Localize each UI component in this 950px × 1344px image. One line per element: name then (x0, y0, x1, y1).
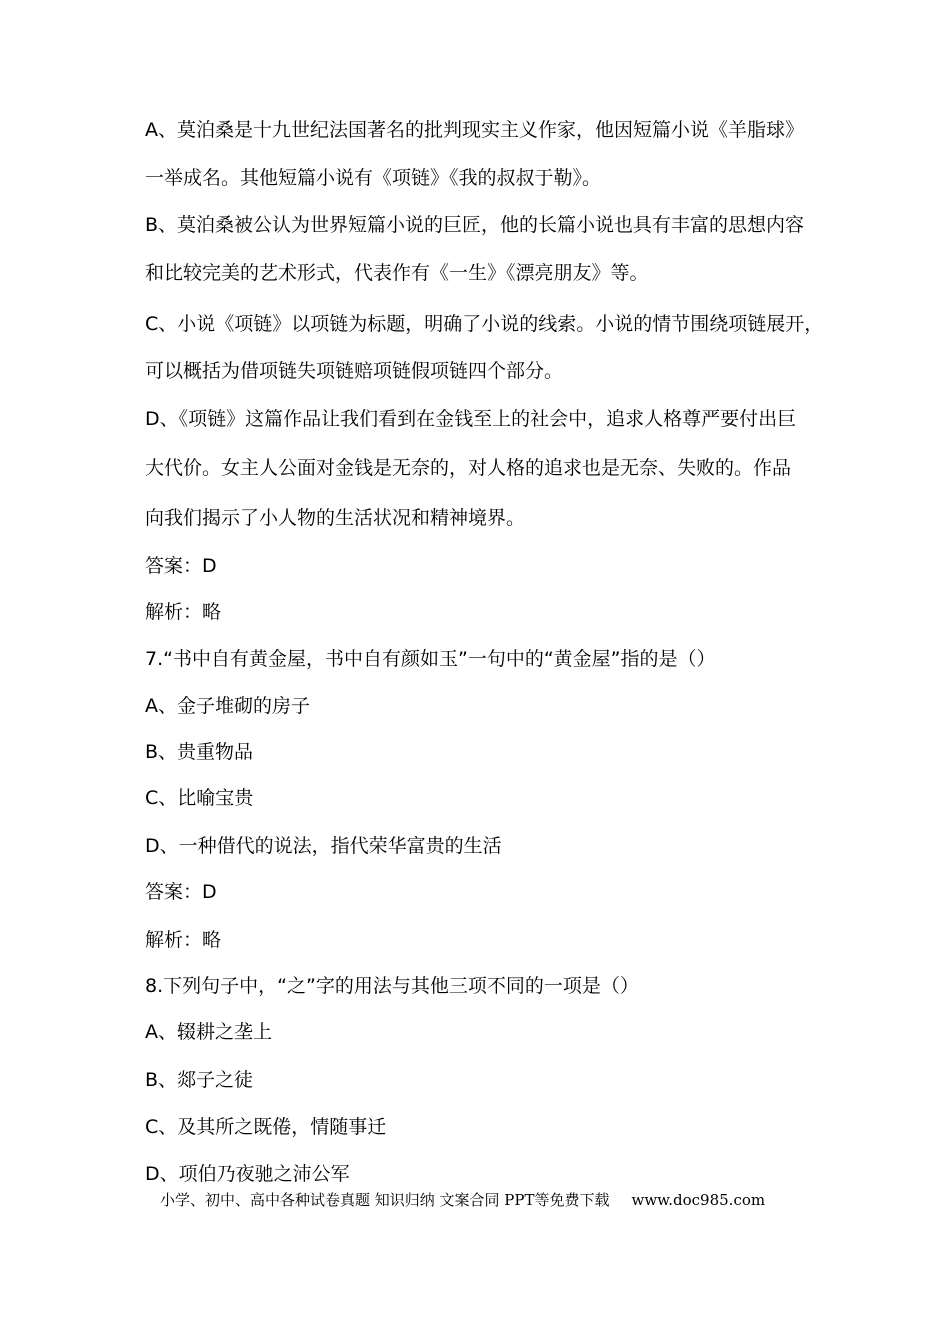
option-b-text-line-2: 和比较完美的艺术形式，代表作有《一生》《漂亮朋友》等。 (145, 262, 649, 284)
footer-text: 小学、初中、高中各种试卷真题 知识归纳 文案合同 PPT等免费下载 (160, 1191, 610, 1209)
q8-option-b: B、郯子之徒 (145, 1069, 254, 1091)
q7-option-a: A、金子堆砌的房子 (145, 695, 310, 717)
page-footer (160, 1190, 765, 1210)
answer-line: 答案：D (145, 555, 217, 577)
option-d-text-line-1: D、《项链》这篇作品让我们看到在金钱至上的社会中，追求人格尊严要付出巨 (145, 408, 797, 430)
option-c-text-line-2: 可以概括为借项链失项链赔项链假项链四个部分。 (145, 360, 564, 382)
footer-website-link[interactable]: www.doc985.com (631, 1191, 766, 1209)
q7-analysis: 解析：略 (145, 929, 222, 951)
q7-option-c: C、比喻宝贵 (145, 787, 254, 809)
q7-option-d: D、一种借代的说法，指代荣华富贵的生活 (145, 835, 502, 857)
q7-answer: 答案：D (145, 881, 217, 903)
question-8: 8.下列句子中，“之”字的用法与其他三项不同的一项是（） (145, 975, 639, 997)
q8-option-d: D、项伯乃夜驰之沛公军 (145, 1163, 350, 1185)
option-a-text-line-2: 一举成名。其他短篇小说有《项链》《我的叔叔于勒》。 (145, 167, 602, 189)
question-7: 7.“书中自有黄金屋，书中自有颜如玉”一句中的“黄金屋”指的是（） (145, 648, 716, 670)
q8-option-a: A、辍耕之垄上 (145, 1021, 272, 1043)
q8-option-c: C、及其所之既倦，情随事迁 (145, 1116, 387, 1138)
option-d-text-line-3: 向我们揭示了小人物的生活状况和精神境界。 (145, 507, 526, 529)
option-c-text-line-1: C、小说《项链》以项链为标题，明确了小说的线索。小说的情节围绕项链展开， (145, 313, 824, 335)
option-d-text-line-2: 大代价。女主人公面对金钱是无奈的，对人格的追求也是无奈、失败的。作品 (145, 457, 792, 479)
option-b-text-line-1: B、莫泊桑被公认为世界短篇小说的巨匠，他的长篇小说也具有丰富的思想内容 (145, 214, 805, 236)
option-a-text-line-1: A、莫泊桑是十九世纪法国著名的批判现实主义作家，他因短篇小说《羊脂球》 (145, 119, 804, 141)
analysis-line: 解析：略 (145, 601, 222, 623)
q7-option-b: B、贵重物品 (145, 741, 254, 763)
